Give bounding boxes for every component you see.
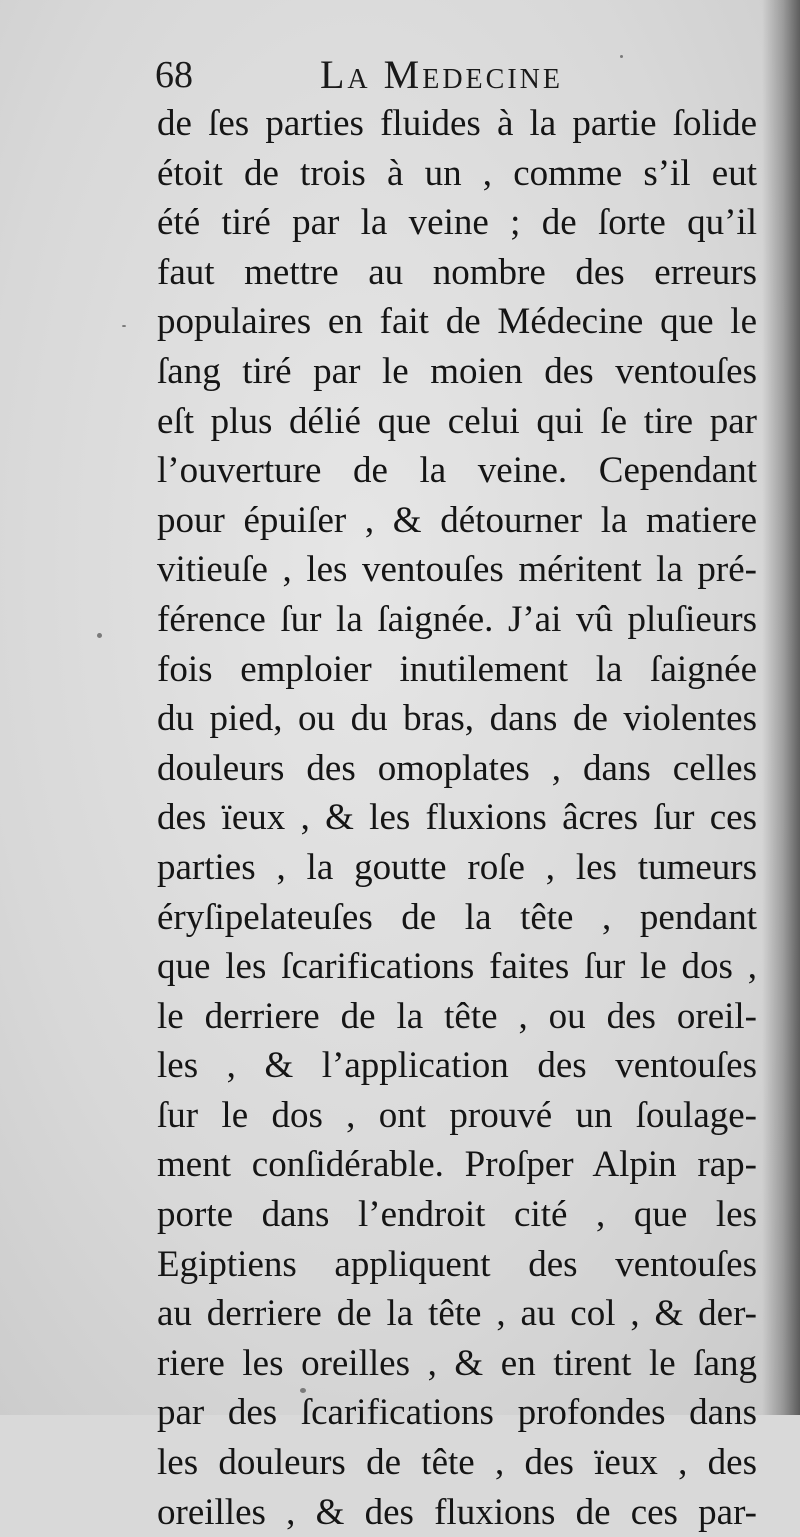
text-line: au derriere de la tête , au col , & der- xyxy=(157,1293,757,1335)
text-line: du pied, ou du bras, dans de violentes xyxy=(157,698,757,740)
text-line: parties , la goutte roſe , les tumeurs xyxy=(157,846,757,888)
text-line: pour épuiſer , & détourner la matiere xyxy=(157,499,757,541)
text-line: de ſes parties fluides à la partie ſolide xyxy=(157,103,757,144)
text-line: ment conſidérable. Proſper Alpin rap- xyxy=(157,1144,757,1186)
paper-speck xyxy=(620,55,623,58)
text-line: Egiptiens appliquent des ventouſes xyxy=(157,1243,757,1285)
text-line: douleurs des omoplates , dans celles xyxy=(157,747,757,789)
paper-speck xyxy=(97,633,102,638)
text-line: vitieuſe , les ventouſes méritent la pré- xyxy=(157,549,757,591)
text-line: l’ouverture de la veine. Cependant xyxy=(157,450,757,492)
text-line: étoit de trois à un , comme s’il eut xyxy=(157,152,757,194)
text-line: oreilles , & des fluxions de ces par- xyxy=(157,1491,757,1533)
text-line: été tiré par la veine ; de ſorte qu’il xyxy=(157,202,757,244)
text-line: par des ſcarifications profondes dans xyxy=(157,1392,757,1434)
text-line: populaires en fait de Médecine que le xyxy=(157,301,757,343)
body-text xyxy=(157,99,757,1537)
paper-speck xyxy=(122,325,126,327)
text-line: les , & l’application des ventouſes xyxy=(157,1045,757,1087)
page-edge-shadow xyxy=(762,0,800,1415)
text-line: eſt plus délié que celui qui ſe tire par xyxy=(157,400,757,442)
text-line: le derriere de la tête , ou des oreil- xyxy=(157,995,757,1037)
text-line: riere les oreilles , & en tirent le ſang xyxy=(157,1342,757,1384)
text-line: que les ſcarifications faites ſur le dos , xyxy=(157,946,757,988)
text-line: ſang tiré par le moien des ventouſes xyxy=(157,350,757,392)
page-number: 68 xyxy=(155,54,193,96)
text-line: ſur le dos , ont prouvé un ſoulage- xyxy=(157,1094,757,1136)
text-line: éryſipelateuſes de la tête , pendant xyxy=(157,896,757,938)
text-line: fois emploier inutilement la ſaignée xyxy=(157,648,757,690)
text-line: porte dans l’endroit cité , que les xyxy=(157,1194,757,1236)
text-line: faut mettre au nombre des erreurs xyxy=(157,251,757,293)
running-head xyxy=(155,52,610,102)
text-line: des ïeux , & les fluxions âcres ſur ces xyxy=(157,797,757,839)
running-title: La Medecine xyxy=(320,52,563,97)
text-line: férence ſur la ſaignée. J’ai vû pluſieurs xyxy=(157,598,757,640)
text-line: les douleurs de tête , des ïeux , des xyxy=(157,1442,757,1484)
